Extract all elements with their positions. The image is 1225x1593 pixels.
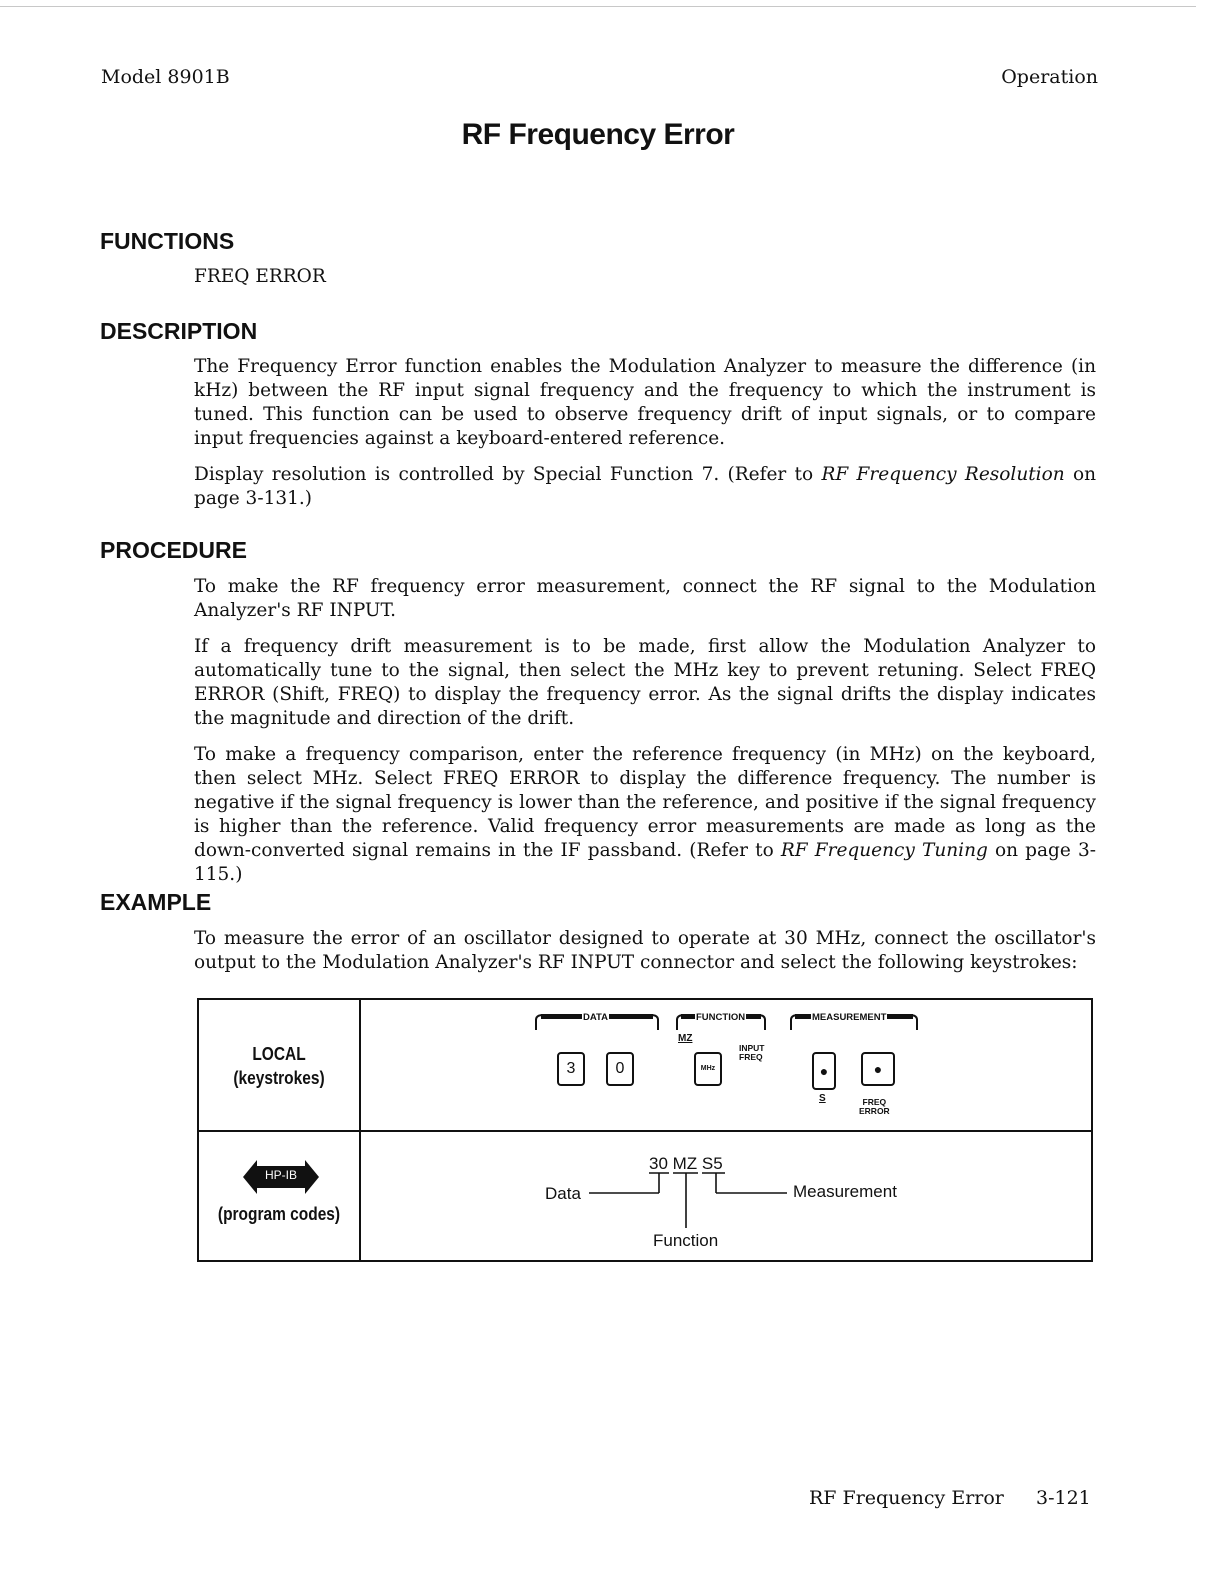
- footer-page-number: 3-121: [1036, 1487, 1091, 1509]
- input-freq-label: INPUT FREQ: [739, 1043, 765, 1062]
- key-3: 3: [557, 1052, 585, 1086]
- example-body: [194, 927, 1096, 987]
- program-code-string: 30 MZ S5: [649, 1154, 723, 1173]
- group-label-measurement: MEASUREMENT: [812, 1012, 887, 1023]
- reference-rf-frequency-resolution: RF Frequency Resolution: [821, 464, 1065, 485]
- key-shift: [812, 1052, 836, 1090]
- freq-error-label: FREQ ERROR: [859, 1097, 890, 1116]
- header-model: Model 8901B: [101, 66, 230, 88]
- program-code-measurement-label: Measurement: [793, 1182, 897, 1201]
- page-title: RF Frequency Error: [461, 118, 735, 151]
- group-label-data: DATA: [583, 1012, 608, 1023]
- functions-value: FREQ ERROR: [194, 266, 326, 287]
- procedure-paragraph-3: To make a frequency comparison, enter the reference frequency (in MHz) on the keyboard, then select MHz. Select FREQ ERROR to display the difference frequency. The number is negative if the signal frequency is lower than the reference, and positive if the signal frequency is higher than the reference. Valid frequency error measurements are made as long as the down-converted signal remains in the IF passband. (Refer to RF Frequency Tuning on page 3-115.): [194, 744, 1096, 885]
- functions-text: [194, 265, 1096, 301]
- description-paragraph-2: Display resolution is controlled by Special Function 7. (Refer to RF Frequency Resolution on page 3-131.): [194, 464, 1096, 509]
- hpib-badge-text: HP-IB: [264, 1168, 297, 1182]
- example-heading: EXAMPLE: [100, 889, 212, 915]
- reference-rf-frequency-tuning: RF Frequency Tuning: [780, 840, 988, 861]
- key-dot-icon: ●: [873, 1061, 883, 1077]
- procedure-paragraph-2: If a frequency drift measurement is to be made, first allow the Modulation Analyzer to automatically tune to the signal, then select the MHz key to prevent retuning. Select FREQ ERROR (Shift, FREQ) to display the frequency error. As the signal drifts the display indicates the magnitude and direction of the drift.: [194, 636, 1096, 729]
- program-code-function-label: Function: [653, 1231, 719, 1250]
- description-body: [194, 355, 1096, 523]
- program-codes-label: (program codes): [217, 1204, 341, 1224]
- mz-code: MZ: [678, 1033, 693, 1044]
- procedure-body: [194, 575, 1096, 899]
- procedure-heading: PROCEDURE: [100, 537, 247, 563]
- functions-heading: FUNCTIONS: [100, 228, 235, 254]
- key-freq: [861, 1052, 895, 1086]
- top-rule: [0, 6, 1196, 7]
- footer-title: RF Frequency Error: [809, 1487, 1004, 1509]
- key-mhz: MHz: [694, 1052, 722, 1086]
- program-code-data-label: Data: [545, 1184, 581, 1203]
- program-code-leaders: [361, 1132, 1093, 1262]
- example-table: [197, 998, 1093, 1262]
- header-section: Operation: [1001, 66, 1098, 88]
- key-0: 0: [606, 1052, 634, 1086]
- description-paragraph-1: The Frequency Error function enables the Modulation Analyzer to measure the difference (in kHz) between the RF input signal frequency and the frequency to which the instrument is tuned. This function can be used to observe frequency drift of input signals, or to compare input frequencies against a keyboard-entered reference.: [194, 356, 1096, 449]
- key-dot-icon: ●: [819, 1063, 829, 1079]
- group-label-function: FUNCTION: [696, 1012, 746, 1023]
- example-paragraph-1: To measure the error of an oscillator designed to operate at 30 MHz, connect the oscillator's output to the Modulation Analyzer's RF INPUT connector and select the following keystrokes:: [194, 928, 1096, 973]
- procedure-paragraph-1: To make the RF frequency error measurement, connect the RF signal to the Modulation Analyzer's RF INPUT.: [194, 576, 1096, 621]
- shift-code: S: [819, 1093, 826, 1104]
- local-label: LOCAL (keystrokes): [233, 1044, 325, 1088]
- description-heading: DESCRIPTION: [100, 318, 258, 344]
